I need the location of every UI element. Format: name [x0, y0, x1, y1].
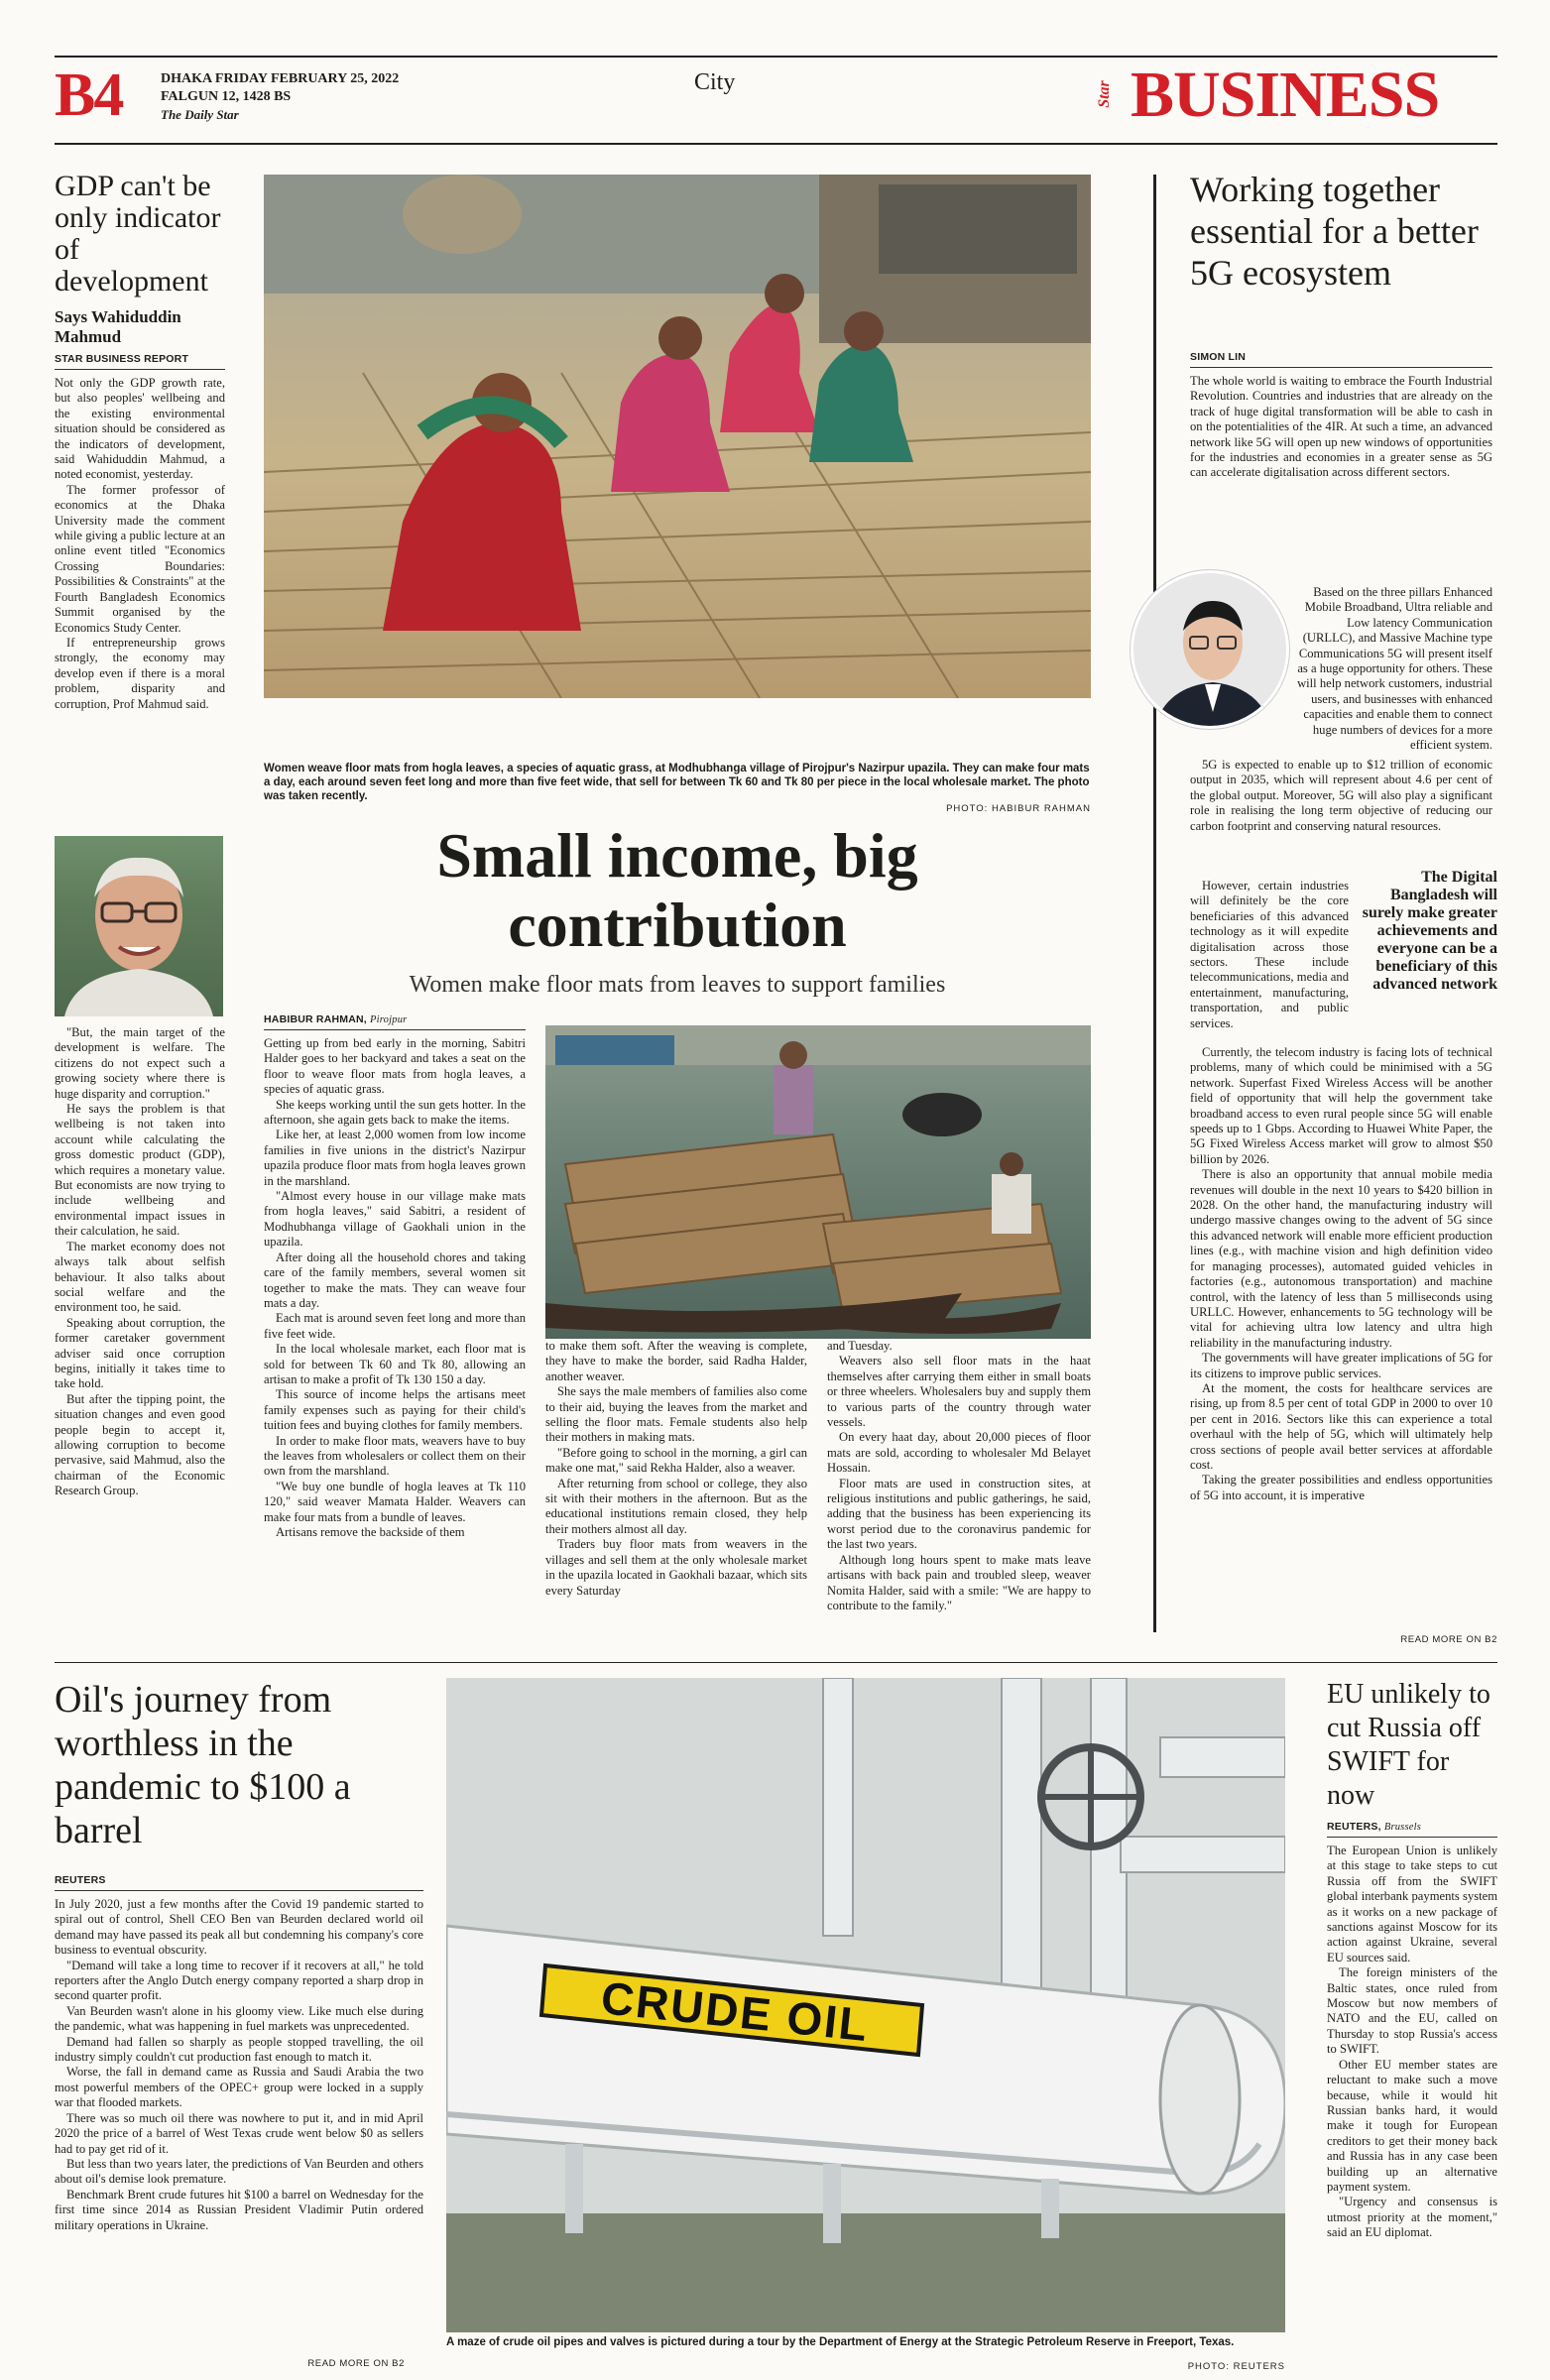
gdp-column-top: [55, 353, 225, 819]
fiveg-column-rule: [1153, 175, 1156, 1632]
mats-para: She keeps working until the sun gets hotter. In the afternoon, she again gets back to make the items.: [264, 1097, 526, 1128]
mats-para: "We buy one bundle of hogla leaves at Tk 110 120," said weaver Mamata Halder. Weavers can make four mats from a bundle of leaves.: [264, 1479, 526, 1524]
fiveg-byline: SIMON LIN: [1190, 351, 1492, 368]
gdp-column-bottom: [55, 1025, 225, 1650]
fiveg-para: 5G is expected to enable up to $12 trillion of economic output in 2035, which will represent about 4.6 per cent of the global output. Moreover, 5G will also play a significant role in realising the long term objective of reducing our carbon footprint and conserving natural resources.: [1190, 758, 1492, 833]
gdp-para: The former professor of economics at the Dhaka University made the comment while giving a public lecture at an online event titled "Economics Crossing Boundaries: Possibilities & Constraints" at the Fourth Bangladesh Economics Summit organised by the Economics Study Center.: [55, 482, 225, 635]
mats-para: to make them soft. After the weaving is complete, they have to make the border, said Radha Halder, another weaver.: [545, 1339, 807, 1383]
mats-headline-line2: contribution: [508, 890, 847, 960]
oil-para: "Demand will take a long time to recover if it recovers at all," he told reporters after the Anglo Dutch energy company reported a sharp drop in second quarter profit.: [55, 1958, 423, 2003]
dateline: DHAKA FRIDAY FEBRUARY 25, 2022: [161, 71, 400, 86]
mats-byline-place: Pirojpur: [370, 1014, 408, 1025]
mats-para: In order to make floor mats, weavers have to buy the leaves from wholesalers or collect them on their own from the marshland.: [264, 1433, 526, 1479]
fiveg-pullquote: The Digital Bangladesh will surely make greater achievements and everyone can be a beneficiary of this advanced network: [1362, 869, 1497, 993]
fiveg-left-narrow: [1190, 879, 1349, 1047]
oil-para: There was so much oil there was nowhere to put it, and in mid April 2020 the price of a barrel of West Texas crude went below $0 as sellers had to pay get rid of it.: [55, 2110, 423, 2156]
oil-read-more-link[interactable]: READ MORE ON B2: [307, 2358, 405, 2369]
gdp-para: Not only the GDP growth rate, but also peoples' wellbeing and the existing environmental situation should be considered as the indicators of development, said Wahiduddin Mahmud, a noted economist, yesterday.: [55, 376, 225, 482]
gdp-para: "But, the main target of the development is welfare. The citizens do not expect such a growing society where there is huge disparity and corruption.": [55, 1025, 225, 1101]
oil-para: Benchmark Brent crude futures hit $100 a barrel on Wednesday for the first time since 2014 as Russian President Vladimir Putin ordered military operations in Ukraine.: [55, 2187, 423, 2232]
fiveg-para: There is also an opportunity that annual mobile media revenues will double in the next 10 years to $420 billion in 2028. On the other hand, the manufacturing industry will undergo massive changes owing to the advent of 5G since this advanced network will enable more efficient production lines (e.g., with machine vision and high definition video for managing processes), automated guided vehicles in factories (e.g., autonomous transportation) and machine control, with the latency of less than 5 milliseconds using URLLC. However, enhancements to 5G technology will be vital for achieving ultra low latency and ultra high reliability in the manufacturing industry.: [1190, 1167, 1492, 1350]
mats-para: Artisans remove the backside of them: [276, 1525, 465, 1539]
fiveg-para: However, certain industries will definitely be the core beneficiaries of this advanced technology as it will expedite digitalisation across those sectors. These include telecommunications, media and entertainment, manufacturing, transportation, and public services.: [1190, 879, 1349, 1030]
mats-column-2: [545, 1339, 807, 1648]
crude-oil-photo-credit: PHOTO: REUTERS: [1187, 2361, 1285, 2372]
mats-para: She says the male members of families also come to their aid, buying the leaves from the market and selling the floor mats. Female students also help their mothers in making mats.: [545, 1384, 807, 1445]
mats-column-1: [264, 1013, 526, 1648]
fiveg-headline: Working together essential for a better 5G ecosystem: [1190, 170, 1479, 293]
eu-headline: EU unlikely to cut Russia off SWIFT for now: [1327, 1679, 1490, 1811]
top-rule: [55, 56, 1497, 58]
fiveg-para: Based on the three pillars Enhanced Mobile Broadband, Ultra reliable and Low latency Communication (URLLC), and Massive Machine type Communications 5G will present itself as a huge opportunity for others. These will help network customers, industrial users, and businesses with enhanced capacities and enable them to connect huge numbers of devices for a more efficient system.: [1297, 585, 1492, 753]
mats-para: "Before going to school in the morning, a girl can make one mat," said Rekha Halder, also a weaver.: [545, 1445, 807, 1476]
oil-para: Van Beurden wasn't alone in his gloomy view. Like much else during the pandemic, what was happening in fuel markets was unprecedented.: [55, 2003, 423, 2034]
paper-name: The Daily Star: [161, 107, 239, 122]
crude-oil-label: CRUDE OIL: [598, 1971, 872, 2052]
bottom-divider: [55, 1662, 1497, 1663]
mats-para: On every haat day, about 20,000 pieces of floor mats are sold, according to wholesaler Md Belayet Hossain.: [827, 1430, 1091, 1476]
crude-oil-photo-caption: A maze of crude oil pipes and valves is pictured during a tour by the Department of Energy at the Strategic Petroleum Reserve in Freeport, Texas.: [446, 2336, 1235, 2348]
fiveg-top-text: [1190, 351, 1492, 581]
section-business: BUSINESS: [1131, 59, 1440, 131]
mats-para: Although long hours spent to make mats leave artisans with back pain and troubled sleep, weaver Nomita Halder, said with a smile: "We are happy to contribute to the family.": [827, 1552, 1091, 1612]
mats-para: Traders buy floor mats from weavers in the villages and sell them at the only wholesale market in the upazila located in Gaokhali bazaar, which sits every Saturday: [545, 1537, 807, 1598]
eu-para: The European Union is unlikely at this stage to take steps to cut Russia off from the SWIFT global interbank payments system as it works on a new package of sanctions against Moscow for its action against Ukraine, several EU sources said.: [1327, 1844, 1497, 1964]
weavers-photo: [264, 175, 1091, 698]
mats-para: Floor mats are used in construction sites, at religious institutions and public gatherings, he said, adding that the business has been experiencing its worst period due to the coronavirus pandemic for the last two years.: [827, 1476, 1091, 1552]
gdp-para: He says the problem is that wellbeing is not taken into account while calculating the gross domestic product (GDP), which requires a monetary value. But economists are now trying to include wellbeing and environmental impact issues in their calculation, he said.: [55, 1102, 225, 1239]
weavers-photo-credit: PHOTO: HABIBUR RAHMAN: [946, 803, 1091, 814]
gdp-para: Speaking about corruption, the former caretaker government adviser said once corruption begins, initially it takes time to take hold.: [55, 1315, 225, 1391]
mats-subhead: Women make floor mats from leaves to support families: [409, 972, 946, 998]
fiveg-para: The whole world is waiting to embrace the Fourth Industrial Revolution. Countries and industries that are already on the track of huge digital transformation will be able to cash in on the potentialities of the 4IR. At such a time, an advanced network like 5G will open up new windows of opportunities for the industries and economies in a greater sense as 5G can accelerate digitalisation across different sectors.: [1190, 374, 1492, 480]
brand-small: Star: [1095, 80, 1113, 108]
oil-column: [55, 1874, 423, 2350]
eu-para: "Urgency and consensus is utmost priority at the moment," said an EU diplomat.: [1327, 2195, 1497, 2240]
gdp-byline: STAR BUSINESS REPORT: [55, 353, 225, 370]
oil-para: In July 2020, just a few months after the Covid 19 pandemic started to spiral out of control, Shell CEO Ben van Beurden declared world oil demand may have passed its peak all but condemning his company's core business to eventual obscurity.: [55, 1897, 423, 1958]
eu-byline: [1327, 1821, 1497, 1838]
mahmud-portrait: [55, 836, 223, 1016]
mats-para: Getting up from bed early in the morning, Sabitri Halder goes to her backyard and takes a seat on the floor to weave floor mats from hogla leaves, a species of aquatic grass.: [264, 1036, 526, 1097]
fiveg-para: At the moment, the costs for healthcare services are rising, up from 8.5 per cent of total GDP in 2000 to over 10 per cent in 2016. Sectors like this can experience a total overhaul with the help of 5G, which will ultimately help cross sections of people avail better services at affordable cost.: [1190, 1380, 1492, 1472]
mats-para: Each mat is around seven feet long and more than five feet wide.: [264, 1311, 526, 1341]
oil-headline: Oil's journey from worthless in the pandemic to $100 a barrel: [55, 1679, 351, 1851]
mats-byline-name: HABIBUR RAHMAN,: [264, 1013, 367, 1025]
gdp-para: But after the tipping point, the situation changes and even good people begin to accept it, allowing corruption to become pervasive, said Mahmud, also the chairman of the Economic Research Group.: [55, 1391, 225, 1498]
eu-byline-place: Brussels: [1383, 1822, 1422, 1833]
falgun-date: FALGUN 12, 1428 BS: [161, 89, 292, 104]
oil-para: But less than two years later, the predictions of Van Beurden and others about oil's demise look premature.: [55, 2156, 423, 2187]
fiveg-mid-text: [1190, 758, 1492, 879]
boats-photo: [545, 1025, 1091, 1339]
section-center: City: [694, 69, 736, 95]
mats-para: and Tuesday.: [827, 1339, 893, 1353]
mats-para: Like her, at least 2,000 women from low income families in five unions in the district's Nazirpur upazila produce floor mats from hogla leaves grown in the marshland.: [264, 1128, 526, 1188]
mats-para: After doing all the household chores and taking care of the family members, several women sit together to make the mats. They can weave four mats a day.: [264, 1250, 526, 1310]
fiveg-wrap-text: [1294, 585, 1492, 764]
fiveg-bottom-text: [1190, 1045, 1492, 1630]
eu-byline-name: REUTERS,: [1327, 1821, 1381, 1833]
gdp-subhead: Says Wahiduddin Mahmud: [55, 307, 181, 346]
oil-para: Worse, the fall in demand came as Russia and Saudi Arabia the two most powerful members of the OPEC+ group were locked in a supply war that flooded markets.: [55, 2065, 423, 2110]
mats-para: In the local wholesale market, each floor mat is sold for between Tk 60 and Tk 80, allowing an artisan to make a profit of Tk 130 150 a day.: [264, 1342, 526, 1386]
mats-byline: [264, 1013, 526, 1030]
mats-para: This source of income helps the artisans meet family expenses such as paying for their child's tuition fees and buying clothes for family members.: [264, 1387, 526, 1433]
gdp-para: The market economy does not always talk about selfish behaviour. It also talks about social welfare and the environment too, he said.: [55, 1239, 225, 1315]
gdp-para: If entrepreneurship grows strongly, the economy may develop even if there is a moral problem, disparity and corruption, Prof Mahmud said.: [55, 635, 225, 711]
fiveg-para: Taking the greater possibilities and endless opportunities of 5G into account, it is imperative: [1190, 1473, 1492, 1502]
mats-para: "Almost every house in our village make mats from hogla leaves," said Sabitri, a resident of Modhubhanga village of Gaokhali union in the upazila.: [264, 1189, 526, 1250]
mats-column-3: [827, 1339, 1091, 1648]
fiveg-para: The governments will have greater implications of 5G for its citizens to improve public services.: [1190, 1351, 1492, 1380]
fiveg-read-more-link[interactable]: READ MORE ON B2: [1400, 1634, 1497, 1645]
eu-para: Other EU member states are reluctant to make such a move because, while it would hit Russian banks hard, it would make it tough for European creditors to get their money back and Russia has in any case been building up an alternative payment system.: [1327, 2057, 1497, 2194]
gdp-headline: GDP can't be only indicator of development: [55, 170, 221, 298]
crude-oil-photo: [446, 1678, 1285, 2332]
masthead-bottom-rule: [55, 143, 1497, 145]
weavers-photo-caption: Women weave floor mats from hogla leaves, a species of aquatic grass, at Modhubhanga village of Pirojpur's Nazirpur upazila. They can make four mats a day, each around seven feet long and more than five feet wide, that sell for between Tk 60 and Tk 80 per piece in the local wholesale market. The photo was taken recently.: [264, 763, 1090, 802]
oil-byline: REUTERS: [55, 1874, 423, 1891]
simon-lin-portrait: [1131, 570, 1289, 729]
eu-para: The foreign ministers of the Baltic states, once ruled from Moscow but now members of NATO and the EU, called on Thursday to stop Russia's access to SWIFT.: [1327, 1965, 1497, 2057]
mats-headline-line1: Small income, big: [436, 820, 918, 891]
oil-para: Demand had fallen so sharply as people stopped travelling, the oil industry simply couldn't cut production fast enough to match it.: [55, 2034, 423, 2065]
eu-column: [1327, 1821, 1497, 2376]
fiveg-para: Currently, the telecom industry is facing lots of technical problems, many of which could be minimised with a 5G network. Superfast Fixed Wireless Access will be another field of opportunity that will help the government take broadband access to even rural people since 5G will enable speeds up to 1 Gbps. According to Huawei White Paper, the 5G Fixed Wireless Access market will grow to almost $50 billion by 2026.: [1190, 1045, 1492, 1166]
mats-para: After returning from school or college, they also sit with their mothers in the afternoon. But as the educational institutions remain closed, they help their mothers almost all day.: [545, 1476, 807, 1536]
mats-para: Weavers also sell floor mats in the haat themselves after carrying them either in small boats or three wheelers. Wholesalers buy and supply them to various parts of the country through water vessels.: [827, 1354, 1091, 1430]
page-number: B4: [55, 61, 123, 129]
